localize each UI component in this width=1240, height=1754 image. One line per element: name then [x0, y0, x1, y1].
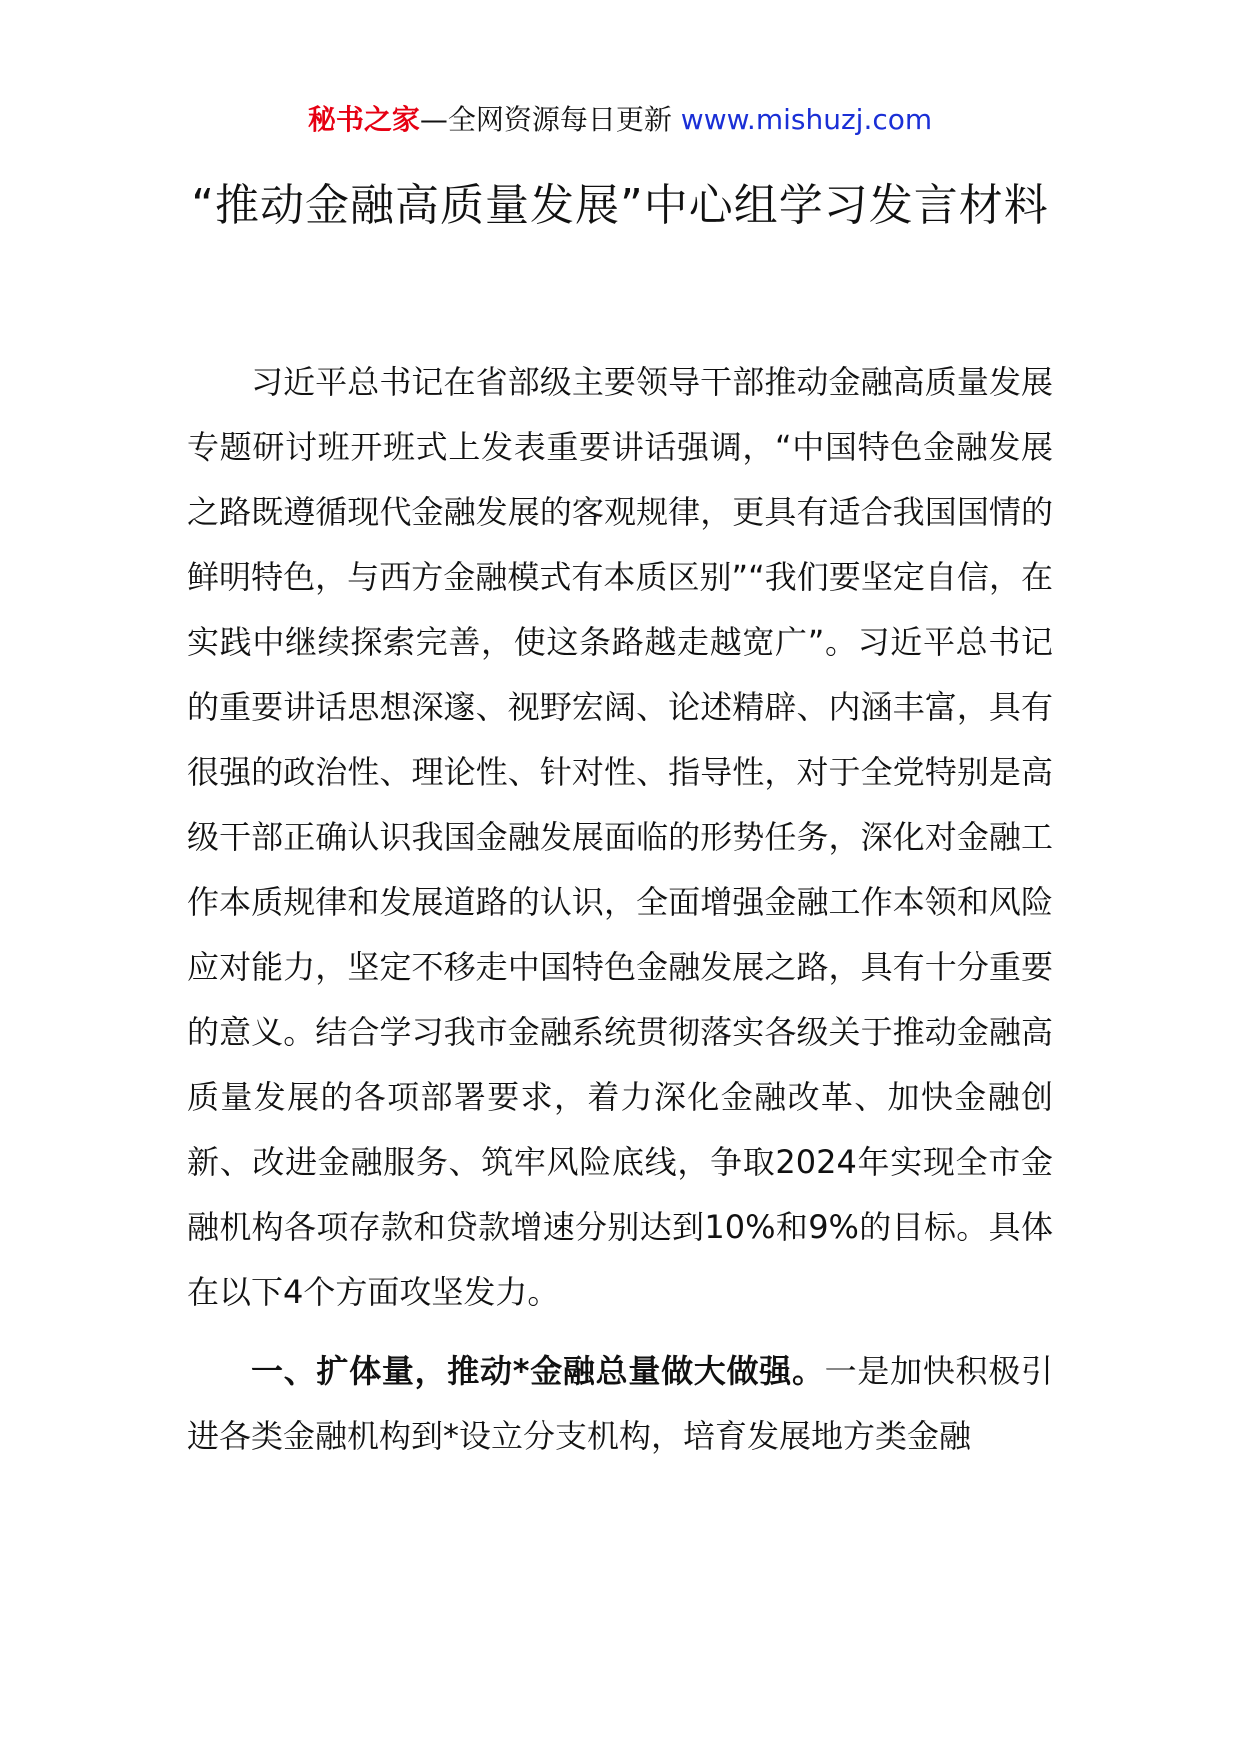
document-body [187, 350, 1053, 1469]
brand-name: 秘书之家 [307, 103, 420, 136]
paragraph-intro [187, 350, 1053, 1325]
section-one-text: 一是加快积极引进各类金融机构到*设立分支机构，培育发展地方类金融 [187, 1352, 1053, 1455]
paragraph-section-one [187, 1339, 1053, 1469]
header-slogan: —全网资源每日更新 [419, 103, 672, 136]
section-one-heading: 一、扩体量，推动*金融总量做大做强。 [251, 1352, 825, 1390]
website-url[interactable]: www.mishuzj.com [680, 103, 933, 136]
page-header [0, 100, 1240, 140]
document-title: “推动金融高质量发展”中心组学习发言材料 [191, 180, 1049, 231]
paragraph-intro-text: 习近平总书记在省部级主要领导干部推动金融高质量发展专题研讨班开班式上发表重要讲话强调，“中国特色金融发展之路既遵循现代金融发展的客观规律，更具有适合我国国情的鲜明特色，与西方金融模式有本质区别”“我们要坚定自信，在实践中继续探索完善，使这条路越走越宽广”。习近平总书记的重要讲话思想深邃、视野宏阔、论述精辟、内涵丰富，具有很强的政治性、理论性、针对性、指导性，对于全党特别是高级干部正确认识我国金融发展面临的形势任务，深化对金融工作本质规律和发展道路的认识，全面增强金融工作本领和风险应对能力，坚定不移走中国特色金融发展之路，具有十分重要的意义。结合学习我市金融系统贯彻落实各级关于推动金融高质量发展的各项部署要求，着力深化金融改革、加快金融创新、改进金融服务、筑牢风险底线，争取2024年实现全市金融机构各项存款和贷款增速分别达到10%和9%的目标。具体在以下4个方面攻坚发力。 [187, 363, 1053, 1311]
